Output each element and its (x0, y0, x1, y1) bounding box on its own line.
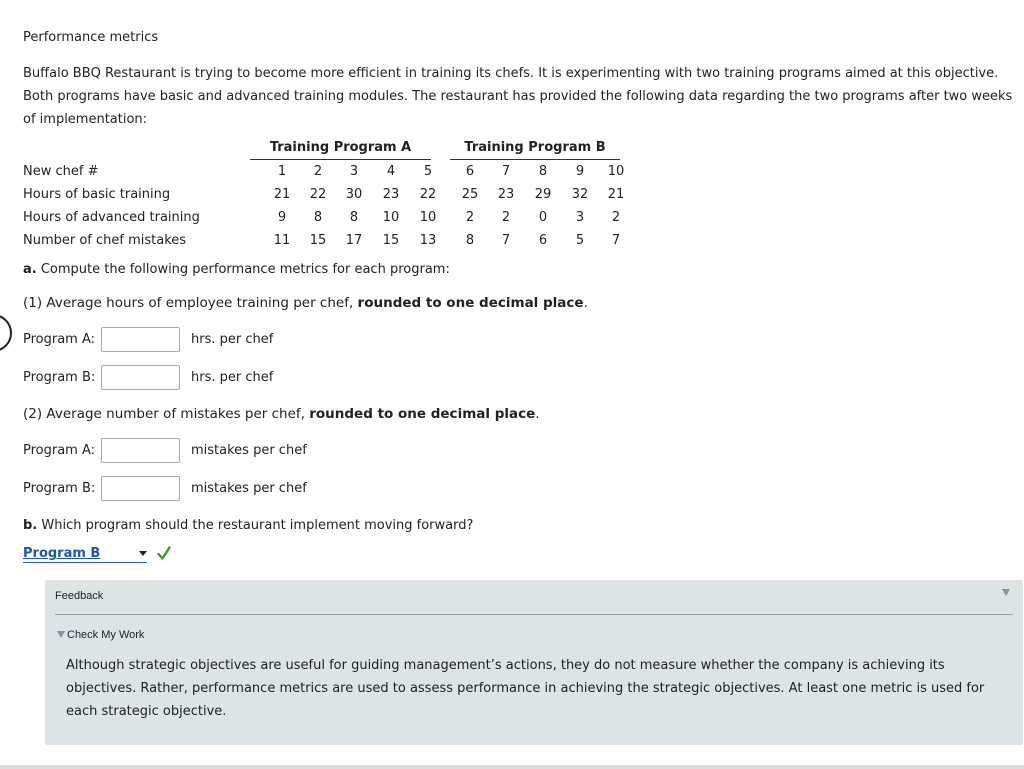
table-cell: 29 (534, 187, 552, 202)
table-cell: 13 (419, 233, 437, 248)
intro-paragraph (23, 62, 1023, 131)
program-a-header: Training Program A (269, 140, 412, 155)
table-cell: 3 (349, 164, 359, 179)
table-cell: 2 (501, 210, 511, 225)
program-a-underline (250, 159, 431, 160)
partial-circle-marker (0, 314, 12, 352)
table-cell: 0 (538, 210, 548, 225)
table-cell: 10 (382, 210, 400, 225)
row-label-mistakes: Number of chef mistakes (23, 233, 187, 248)
part-b-text: Which program should the restaurant implement moving forward? (37, 518, 474, 533)
table-cell: 6 (538, 233, 548, 248)
table-cell: 2 (611, 210, 621, 225)
unit-label: hrs. per chef (191, 370, 274, 385)
table-cell: 9 (575, 164, 585, 179)
feedback-line: objectives. Rather, performance metrics are used to assess performance in achieving the strategic objectives. At least one metric is used for (66, 681, 985, 696)
table-cell: 25 (461, 187, 479, 202)
question-2 (23, 403, 1023, 426)
program-b-hours-input[interactable] (101, 365, 180, 390)
check-icon (157, 545, 171, 561)
program-b-underline (450, 159, 620, 160)
table-cell: 11 (273, 233, 291, 248)
feedback-panel (45, 580, 1023, 745)
part-a-prompt (23, 258, 1023, 281)
feedback-text (66, 654, 1006, 723)
program-a-hours-input[interactable] (101, 327, 180, 352)
bottom-scroll-edge (0, 765, 1024, 769)
table-cell: 2 (313, 164, 323, 179)
table-cell: 17 (345, 233, 363, 248)
table-cell: 8 (313, 210, 323, 225)
table-cell: 7 (501, 233, 511, 248)
part-b-prompt (23, 514, 1023, 537)
field-label: Program A: (23, 332, 96, 347)
dropdown-arrow-icon (139, 551, 147, 556)
table-cell: 8 (538, 164, 548, 179)
table-cell: 4 (386, 164, 396, 179)
part-b-letter: b. (23, 518, 38, 533)
table-cell: 21 (607, 187, 625, 202)
feedback-line: Although strategic objectives are useful for guiding management’s actions, they do not measure whether the company is achieving its (66, 658, 945, 673)
program-b-header: Training Program B (464, 140, 606, 155)
table-cell: 5 (575, 233, 585, 248)
question-1-end: . (583, 295, 588, 311)
unit-label: hrs. per chef (191, 332, 274, 347)
program-a-mistakes-input[interactable] (101, 438, 180, 463)
field-label: Program B: (23, 370, 96, 385)
table-cell: 8 (349, 210, 359, 225)
table-cell: 3 (575, 210, 585, 225)
program-select-dropdown[interactable] (23, 546, 147, 563)
table-cell: 22 (309, 187, 327, 202)
table-cell: 5 (423, 164, 433, 179)
feedback-title: Feedback (55, 590, 104, 602)
table-cell: 10 (419, 210, 437, 225)
collapse-arrow-icon[interactable] (1002, 589, 1010, 596)
question-1-text: (1) Average hours of employee training per chef, (23, 295, 358, 311)
table-cell: 10 (607, 164, 625, 179)
table-cell: 6 (465, 164, 475, 179)
table-cell: 21 (273, 187, 291, 202)
table-cell: 23 (382, 187, 400, 202)
question-2-text: (2) Average number of mistakes per chef, (23, 406, 310, 422)
page-title: Performance metrics (23, 30, 159, 45)
feedback-divider (55, 614, 1013, 615)
row-label-basic-hours: Hours of basic training (23, 187, 171, 202)
table-cell: 23 (497, 187, 515, 202)
part-a-letter: a. (23, 262, 37, 277)
question-1-bold: rounded to one decimal place (357, 295, 584, 311)
table-cell: 7 (501, 164, 511, 179)
table-cell: 1 (277, 164, 287, 179)
table-cell: 9 (277, 210, 287, 225)
feedback-line: each strategic objective. (66, 704, 227, 719)
row-label-advanced-hours: Hours of advanced training (23, 210, 200, 225)
row-label-chef-number: New chef # (23, 164, 99, 179)
program-b-mistakes-input[interactable] (101, 476, 180, 501)
unit-label: mistakes per chef (191, 443, 307, 458)
expand-arrow-icon[interactable] (57, 631, 65, 638)
table-cell: 30 (345, 187, 363, 202)
field-label: Program B: (23, 481, 96, 496)
intro-line: of implementation: (23, 112, 148, 127)
table-cell: 32 (571, 187, 589, 202)
check-my-work-toggle[interactable]: Check My Work (67, 629, 145, 641)
table-cell: 15 (382, 233, 400, 248)
table-cell: 8 (465, 233, 475, 248)
question-2-bold: rounded to one decimal place (309, 406, 536, 422)
intro-line: Both programs have basic and advanced training modules. The restaurant has provided the following data regarding the two programs after two weeks (23, 89, 1013, 104)
intro-line: Buffalo BBQ Restaurant is trying to become more efficient in training its chefs. It is experimenting with two training programs aimed at this objective. (23, 66, 999, 81)
table-cell: 2 (465, 210, 475, 225)
table-cell: 7 (611, 233, 621, 248)
table-cell: 15 (309, 233, 327, 248)
unit-label: mistakes per chef (191, 481, 307, 496)
question-1 (23, 292, 1023, 315)
part-a-text: Compute the following performance metrics for each program: (36, 262, 450, 277)
question-2-end: . (535, 406, 540, 422)
program-select-value: Program B (23, 546, 101, 561)
field-label: Program A: (23, 443, 96, 458)
table-cell: 22 (419, 187, 437, 202)
